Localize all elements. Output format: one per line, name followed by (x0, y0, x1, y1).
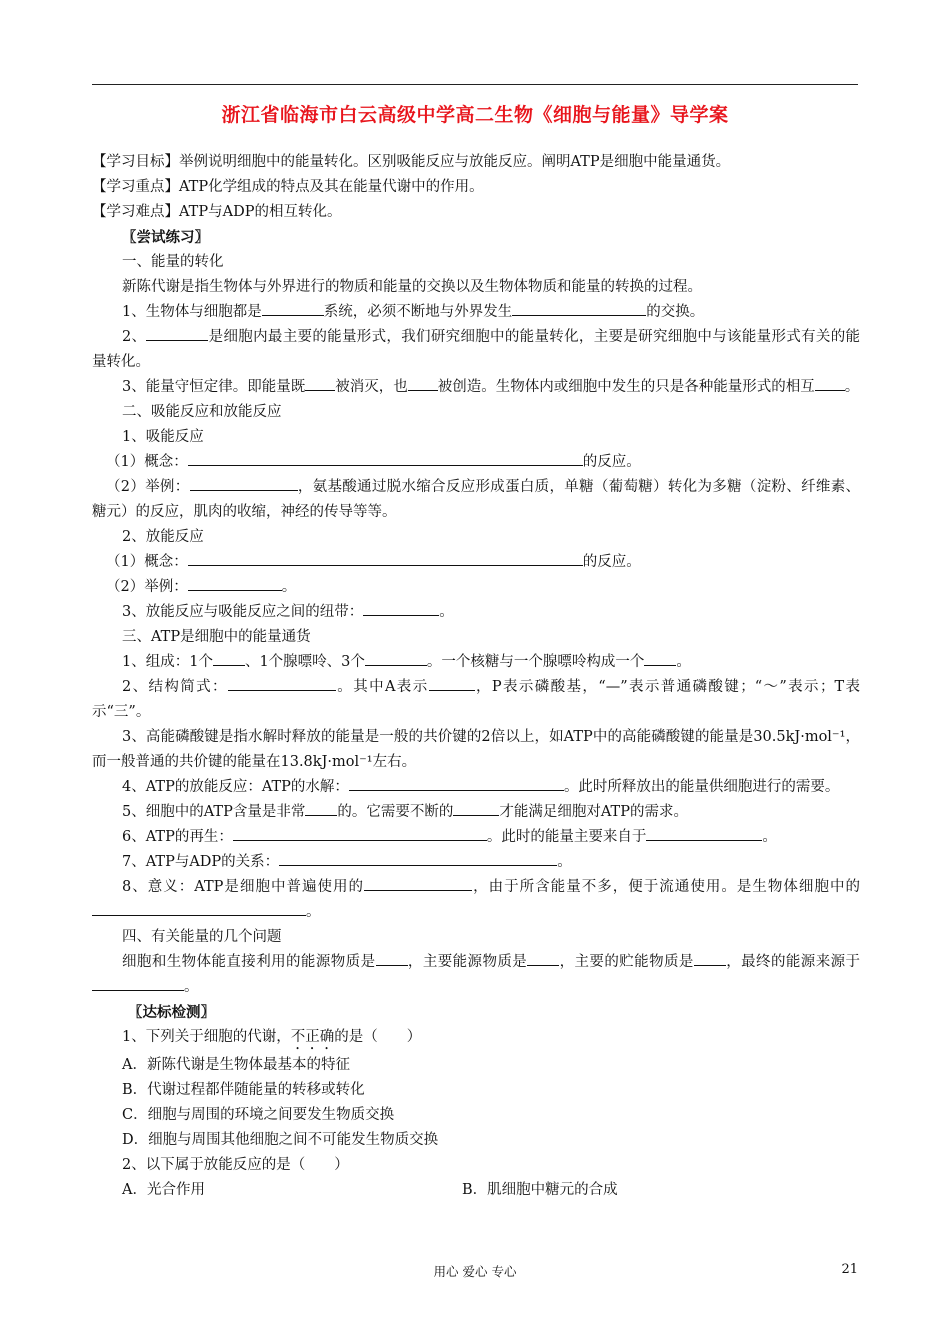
learning-goal: 【学习目标】举例说明细胞中的能量转化。区别吸能反应与放能反应。阐明ATP是细胞中能量通货。 (92, 154, 731, 170)
text: 的。它需要不断的 (337, 804, 454, 820)
text: 的交换。 (646, 304, 705, 320)
text: ，由于所含能量不多，便于流通使用。是生物体细胞中的 (472, 879, 860, 895)
section-3-q3 (92, 725, 860, 775)
footer-text: 用心 爱心 专心 (433, 1264, 517, 1279)
answer-blank[interactable] (364, 875, 472, 891)
answer-blank[interactable] (305, 800, 337, 816)
test-q2-option-a[interactable]: A．光合作用 (122, 1182, 205, 1198)
text: 。其中A表示 (335, 679, 429, 695)
text: 5、细胞中的ATP含量是非常 (122, 804, 306, 820)
header-rule (92, 84, 858, 85)
text: ，主要的贮能物质是 (559, 954, 694, 970)
answer-blank[interactable] (228, 675, 336, 691)
answer-blank[interactable] (188, 575, 282, 591)
text: 的反应。 (582, 454, 641, 470)
test-header: 〖达标检测〗 (128, 1004, 215, 1021)
section-4-heading: 四、有关能量的几个问题 (122, 929, 282, 945)
answer-blank[interactable] (376, 950, 408, 966)
test-q2-options (92, 1178, 860, 1203)
document-body (92, 150, 860, 1203)
section-3-q8 (92, 875, 860, 925)
learning-difficulty: 【学习难点】ATP与ADP的相互转化。 (92, 204, 342, 220)
section-3-q5 (92, 800, 860, 825)
section-3-q6 (92, 825, 860, 850)
answer-blank[interactable] (429, 675, 475, 691)
section-4-text (92, 950, 860, 1000)
answer-blank[interactable] (92, 900, 306, 916)
text: 、1个腺嘌呤、3个 (244, 654, 365, 670)
text: 被创造。生物体内或细胞中发生的只是各种能量形式的相互 (437, 379, 815, 395)
section-3-heading: 三、ATP是细胞中的能量通货 (122, 629, 311, 645)
test-q1-option-a[interactable]: A．新陈代谢是生物体最基本的特征 (122, 1057, 350, 1073)
section-2-example2 (92, 575, 860, 600)
text: 3、放能反应与吸能反应之间的纽带： (122, 604, 364, 620)
section-2-concept1 (92, 450, 860, 475)
section-1-heading: 一、能量的转化 (122, 254, 224, 270)
text: 。 (306, 904, 321, 920)
text: 是细胞内最主要的能量形式，我们研究细胞中的能量转化，主要是研究细胞中与该能量形式有关的能量转化。 (92, 329, 861, 370)
section-3-q2 (92, 675, 860, 725)
answer-blank[interactable] (213, 650, 245, 666)
answer-blank[interactable] (527, 950, 559, 966)
text: 被消灭，也 (335, 379, 408, 395)
text: 。 (281, 579, 297, 595)
section-1-q1 (92, 300, 860, 325)
section-2-heading: 二、吸能反应和放能反应 (122, 404, 282, 420)
text: 7、ATP与ADP的关系： (122, 854, 280, 870)
text: 2、 (122, 329, 147, 345)
answer-blank[interactable] (512, 300, 646, 316)
answer-blank[interactable] (453, 800, 499, 816)
page-number: 21 (841, 1262, 858, 1277)
text: 。 (557, 854, 572, 870)
text: 。 (762, 829, 777, 845)
text: ，P表示磷酸基，“—”表示普通磷酸键；“～”表示；T表示“三”。 (92, 679, 861, 720)
section-2-sub2: 2、放能反应 (122, 529, 204, 545)
section-1-intro: 新陈代谢是指生物体与外界进行的物质和能量的交换以及生物体物质和能量的转换的过程。 (122, 279, 702, 295)
section-2-sub1: 1、吸能反应 (122, 429, 204, 445)
answer-blank[interactable] (349, 775, 564, 791)
answer-blank[interactable] (365, 650, 427, 666)
text: ，主要能源物质是 (407, 954, 528, 970)
test-q1-stem (92, 1025, 860, 1053)
answer-blank[interactable] (262, 300, 324, 316)
text: 的是（ ） (334, 1029, 422, 1045)
page-title: 浙江省临海市白云高级中学高二生物《细胞与能量》导学案 (221, 104, 729, 126)
text: 1、生物体与细胞都是 (122, 304, 262, 320)
answer-blank[interactable] (305, 375, 335, 391)
section-1-q3 (92, 375, 860, 400)
text: ，最终的能源来源于 (725, 954, 861, 970)
answer-blank[interactable] (644, 650, 676, 666)
text: 3、高能磷酸键是指水解时释放的能量是一般的共价键的2倍以上，如ATP中的高能磷酸键的能量是30.5kJ·mol⁻¹，而一般普通的共价键的能量在13.8kJ·mol⁻¹左右。 (92, 729, 860, 770)
test-q2-option-b[interactable]: B．肌细胞中糖元的合成 (462, 1182, 618, 1198)
text: 。一个核糖与一个腺嘌呤构成一个 (426, 654, 645, 670)
text: （1）概念： (106, 554, 188, 570)
text: 8、意义：ATP是细胞中普遍使用的 (122, 879, 365, 895)
emphasis-text: 不正确 (290, 1029, 335, 1045)
section-1-q2 (92, 325, 860, 375)
answer-blank[interactable] (233, 825, 487, 841)
text: 的反应。 (582, 554, 641, 570)
section-2-concept2 (92, 550, 860, 575)
text: ，氨基酸通过脱水缩合反应形成蛋白质，单糖（葡萄糖）转化为多糖（淀粉、纤维素、糖元）的反应，肌肉的收缩，神经的传导等等。 (92, 479, 861, 520)
section-3-q7 (92, 850, 860, 875)
text: 。此时所释放出的能量供细胞进行的需要。 (563, 779, 840, 795)
section-3-q1 (92, 650, 860, 675)
text: 4、ATP的放能反应：ATP的水解： (122, 779, 349, 795)
test-q1-option-c[interactable]: C．细胞与周围的环境之间要发生物质交换 (122, 1107, 395, 1123)
text: 6、ATP的再生： (122, 829, 233, 845)
text: 才能满足细胞对ATP的需求。 (499, 804, 688, 820)
text: 系统，必须不断地与外界发生 (323, 304, 513, 320)
answer-blank[interactable] (279, 850, 557, 866)
text: 1、组成：1个 (122, 654, 213, 670)
text: 。此时的能量主要来自于 (486, 829, 647, 845)
answer-blank[interactable] (815, 375, 845, 391)
text: （2）举例： (106, 479, 190, 495)
text: 3、能量守恒定律。即能量既 (122, 379, 306, 395)
text: 细胞和生物体能直接利用的能源物质是 (122, 954, 376, 970)
answer-blank[interactable] (146, 325, 208, 341)
text: 2、结构简式： (122, 679, 228, 695)
text: （2）举例： (106, 579, 188, 595)
answer-blank[interactable] (92, 975, 184, 991)
answer-blank[interactable] (190, 475, 298, 491)
test-q1-option-b[interactable]: B．代谢过程都伴随能量的转移或转化 (122, 1082, 365, 1098)
learning-focus: 【学习重点】ATP化学组成的特点及其在能量代谢中的作用。 (92, 179, 484, 195)
text: 。 (439, 604, 454, 620)
text: 1、下列关于细胞的代谢， (122, 1029, 291, 1045)
test-q1-option-d[interactable]: D．细胞与周围其他细胞之间不可能发生物质交换 (122, 1132, 439, 1148)
answer-blank[interactable] (408, 375, 438, 391)
test-q2-stem: 2、以下属于放能反应的是（ ） (122, 1157, 349, 1173)
answer-blank[interactable] (646, 825, 762, 841)
answer-blank[interactable] (363, 600, 439, 616)
text: 。 (184, 979, 199, 995)
section-3-q4 (92, 775, 860, 800)
answer-blank[interactable] (694, 950, 726, 966)
text: 。 (844, 379, 860, 395)
answer-blank[interactable] (188, 550, 583, 566)
text: （1）概念： (106, 454, 188, 470)
text: 。 (676, 654, 691, 670)
answer-blank[interactable] (188, 450, 583, 466)
try-practice-header: 〖尝试练习〗 (122, 229, 209, 246)
section-2-link (92, 600, 860, 625)
section-2-example1 (92, 475, 860, 525)
